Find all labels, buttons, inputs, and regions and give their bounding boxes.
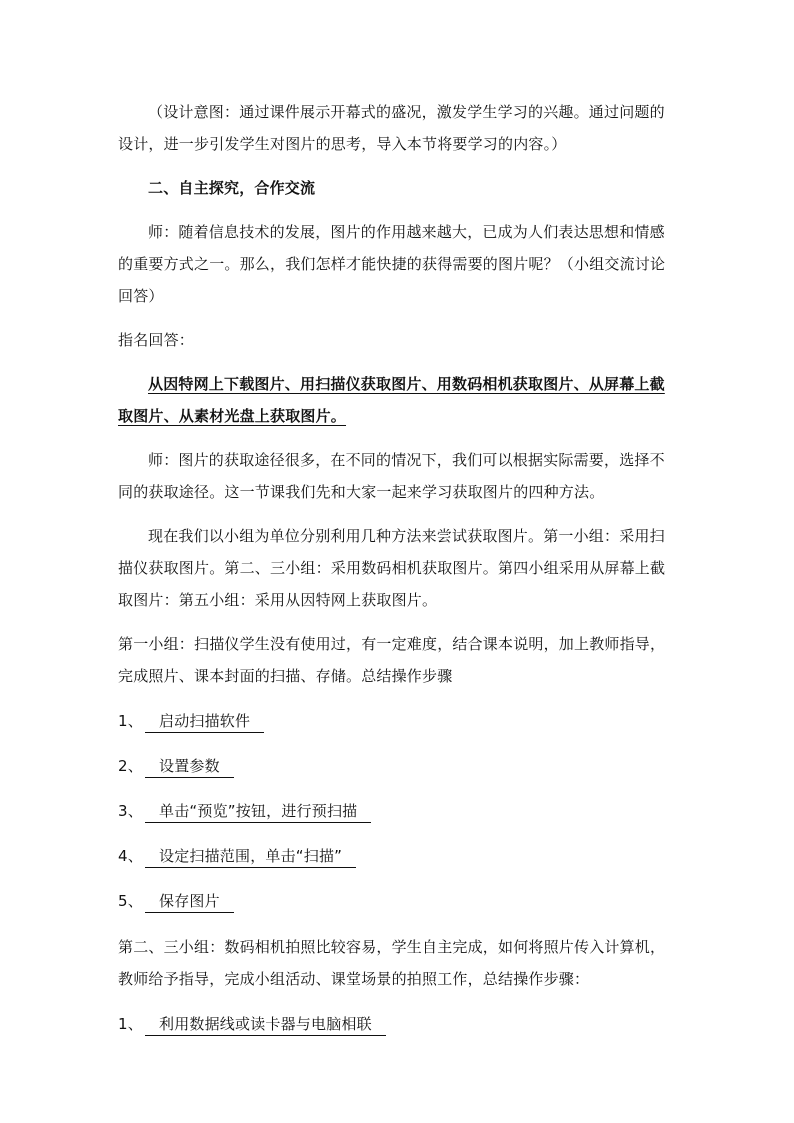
step-text: 设置参数: [145, 755, 234, 778]
document-page: [118, 96, 678, 1040]
list-item: [118, 1008, 678, 1040]
teacher-explanation-paragraph: 师：图片的获取途径很多，在不同的情况下，我们可以根据实际需要，选择不同的获取途径。这一节课我们先和大家一起来学习获取图片的四种方法。: [118, 451, 665, 501]
scanner-steps-list: [118, 705, 678, 917]
step-number: 1、: [118, 712, 143, 730]
group1-paragraph: 第一小组：扫描仪学生没有使用过，有一定难度，结合课本说明，加上教师指导，完成照片、课本封面的扫描、存储。总结操作步骤: [118, 635, 666, 685]
teacher-question-paragraph: 师：随着信息技术的发展，图片的作用越来越大，已成为人们表达思想和情感的重要方式之一。那么，我们怎样才能快捷的获得需要的图片呢？（小组交流讨论回答）: [118, 223, 666, 305]
list-item: [118, 840, 678, 872]
step-number: 1、: [118, 1015, 143, 1033]
list-item: [118, 750, 678, 782]
camera-steps-list: [118, 1008, 678, 1040]
section-heading: 二、自主探究，合作交流: [148, 179, 316, 197]
step-number: 4、: [118, 847, 143, 865]
step-number: 2、: [118, 757, 143, 775]
answer-intro: 指名回答：: [118, 331, 195, 349]
design-intent-paragraph: （设计意图：通过课件展示开幕式的盛况，激发学生学习的兴趣。通过问题的设计，进一步引发学生对图片的思考，导入本节将要学习的内容。）: [118, 103, 665, 153]
step-text: 单击“预览”按钮，进行预扫描: [145, 800, 371, 823]
group-assignment-paragraph: 现在我们以小组为单位分别利用几种方法来尝试获取图片。第一小组：采用扫描仪获取图片。第二、三小组：采用数码相机获取图片。第四小组采用从屏幕上截取图片：第五小组：采用从因特网上获取图片。: [118, 527, 666, 609]
step-number: 3、: [118, 802, 143, 820]
step-text: 利用数据线或读卡器与电脑相联: [145, 1013, 386, 1036]
step-text: 启动扫描软件: [145, 710, 264, 733]
group2-paragraph: 第二、三小组：数码相机拍照比较容易，学生自主完成，如何将照片传入计算机，教师给予指导，完成小组活动、课堂场景的拍照工作，总结操作步骤：: [118, 938, 666, 988]
step-text: 设定扫描范围，单击“扫描”: [145, 845, 356, 868]
answer-text: 从因特网上下载图片、用扫描仪获取图片、用数码相机获取图片、从屏幕上截取图片、从素材光盘上获取图片。: [118, 375, 665, 425]
list-item: [118, 885, 678, 917]
list-item: [118, 705, 678, 737]
step-number: 5、: [118, 892, 143, 910]
step-text: 保存图片: [145, 890, 234, 913]
list-item: [118, 795, 678, 827]
